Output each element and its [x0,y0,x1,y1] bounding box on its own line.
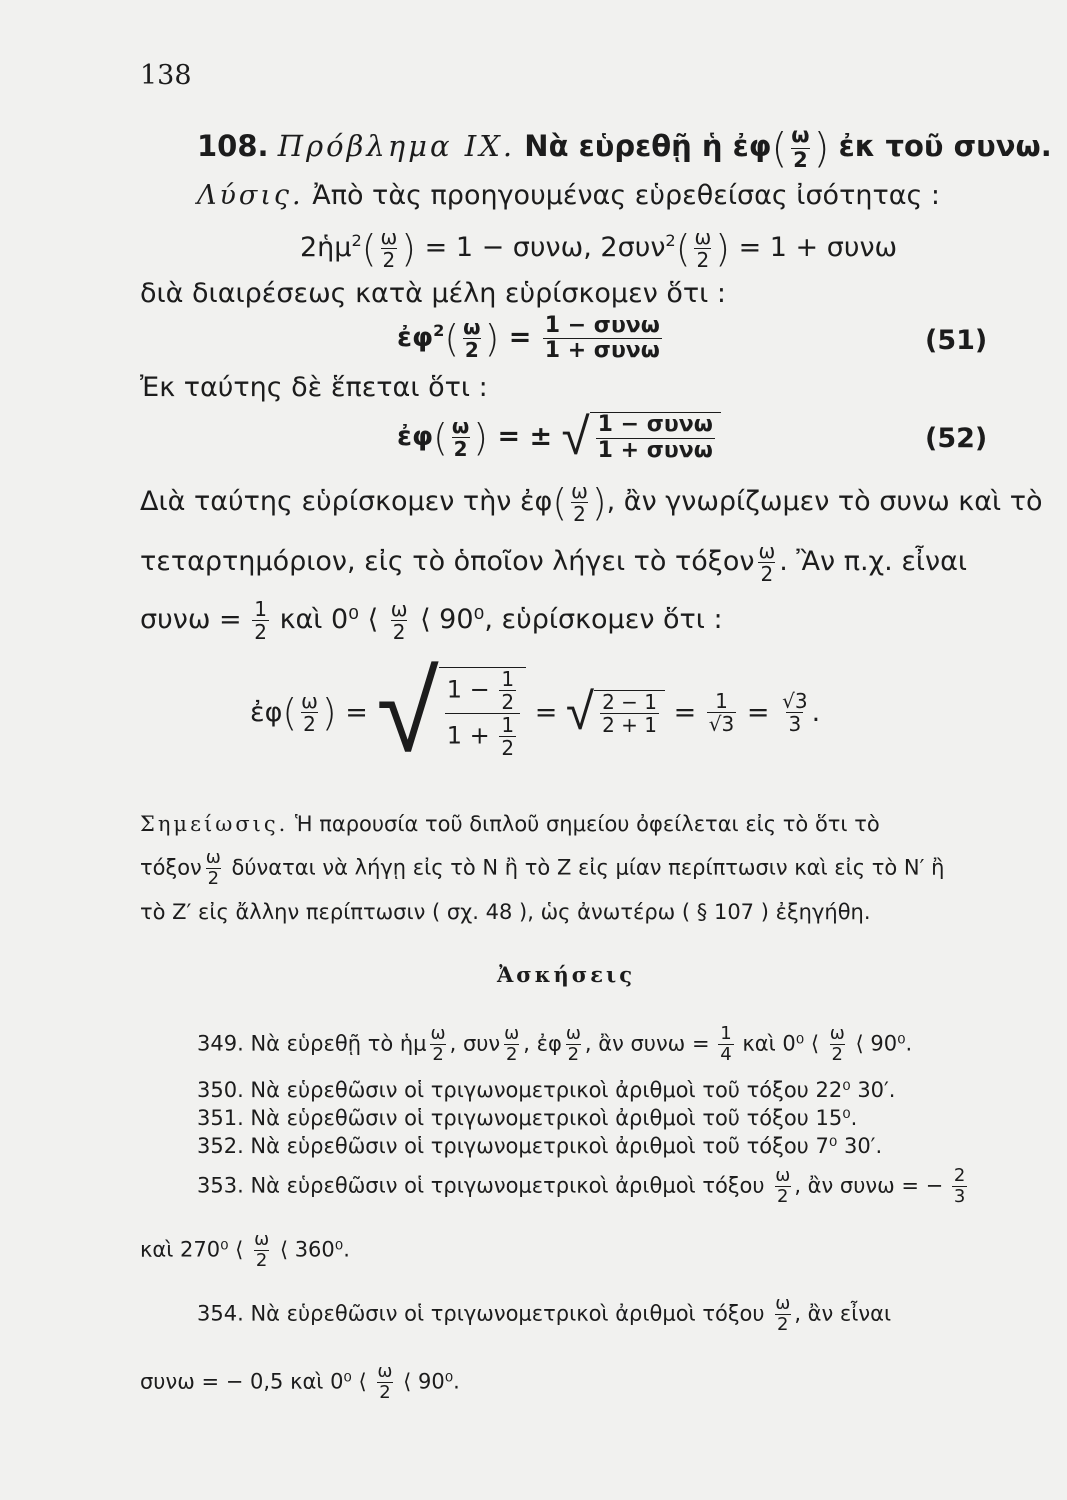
eq1-left: 2ἡμ [300,232,352,263]
problem-label: Πρόβλημα IX. [277,129,516,163]
problem-heading [197,124,1052,172]
note-label: Σημείωσις. [140,812,289,836]
nested-square-root: √ 1 − $\frac{1}{2}$ 1 + $\frac{1}{2}$ [376,656,526,769]
note-line-3: τὸ Ζ′ εἰς ἄλλην περίπτωσιν ( σχ. 48 ), ὡς ἀνωτέρω ( § 107 ) ἐξηγήθη. [140,900,871,924]
problem-number: 108. [197,129,269,163]
exercise-353-cont: καὶ 270⁰ ⟨ $\frac{\omega}{2}$ ⟨ 360⁰. [140,1229,350,1271]
solution-intro-text: Ἀπὸ τὰς προηγουμένας εὑρεθείσας ἰσότητας : [312,180,941,211]
note-line-2: τόξον $\frac{\omega}{2}$ δύναται νὰ λήγῃ εἰς τὸ Ν ἢ τὸ Ζ εἰς μίαν περίπτωσιν καὶ εἰς τὸ Ν′ ἢ [140,847,945,889]
half-angle-identities: 2ἡμ$^2$( $\frac{\omega}{2}$ ) = 1 − συνω, 2συν$^2$( $\frac{\omega}{2}$ ) = 1 + συνω [300,225,898,272]
fraction-omega-half: $\frac{\omega}{2}$ [380,225,398,272]
exercise-354: 354. Νὰ εὑρεθῶσιν οἱ τριγωνομετρικοὶ ἀριθμοὶ τόξου $\frac{\omega}{2}$ , ἂν εἶναι [197,1293,892,1335]
eq1-right: = 1 − συνω, [424,232,592,263]
exercise-352: 352. Νὰ εὑρεθῶσιν οἱ τριγωνομετρικοὶ ἀριθμοὶ τοῦ τόξου 7⁰ 30′. [197,1134,883,1158]
solution-label: Λύσις. [197,180,304,211]
equation-52: ἐφ( $\frac{\omega}{2}$ ) = ± √ $\frac{\text{1 − συνω}}{\text{1 + συνω}}$ [397,412,721,463]
consequence-line: Ἐκ ταύτης δὲ ἕπεται ὅτι : [140,372,488,403]
paren-open: ( [771,124,788,172]
paren-close: ) [813,124,830,172]
problem-title-end: ἐκ τοῦ συνω. [838,129,1052,163]
fraction-omega-half: $\frac{\omega}{2}$ [694,225,712,272]
problem-title-start: Νὰ εὑρεθῇ ἡ ἐφ [524,129,772,163]
note-line-1: Σημείωσις. Ἡ παρουσία τοῦ διπλοῦ σημείου ὀφείλεται εἰς τὸ ὅτι τὸ [140,812,880,836]
equation-51: ἐφ$^2$( $\frac{\omega}{2}$ ) = $\frac{\text{1 − συνω}}{\text{1 + συνω}}$ [397,313,660,364]
exercise-354-cont: συνω = − 0,5 καὶ 0⁰ ⟨ $\frac{\omega}{2}$ ⟨ 90⁰. [140,1361,460,1403]
quadrant-line: τεταρτημόριον, εἰς τὸ ὁποῖον λήγει τὸ τόξον $\frac{\omega}{2}$ . Ἂν π.χ. εἶναι [140,539,968,586]
square-root: √ $\frac{\text{1 − συνω}}{\text{1 + συνω}}$ [562,412,721,463]
eq2-left: 2συν [600,232,666,263]
exercise-353: 353. Νὰ εὑρεθῶσιν οἱ τριγωνομετρικοὶ ἀριθμοὶ τόξου $\frac{\omega}{2}$ , ἂν συνω = − $\frac{2}{3}$ [197,1165,966,1207]
division-line: διὰ διαιρέσεως κατὰ μέλη εὑρίσκομεν ὅτι : [140,278,726,309]
example-line: συνω = $\frac{1}{2}$ καὶ 0⁰ ⟨ $\frac{\omega}{2}$ ⟨ 90⁰, εὑρίσκομεν ὅτι : [140,597,723,644]
exercise-351: 351. Νὰ εὑρεθῶσιν οἱ τριγωνομετρικοὶ ἀριθμοὶ τοῦ τόξου 15⁰. [197,1106,858,1130]
exercises-heading: Ἀσκήσεις [497,962,635,987]
equation-51-tag: (51) [925,325,988,356]
fraction-omega-half: $\frac{\omega}{2}$ [791,123,810,172]
solution-intro [197,180,940,211]
eq2-right: = 1 + συνω [738,232,898,263]
usage-line: Διὰ ταύτης εὑρίσκομεν τὴν ἐφ( $\frac{\omega}{2}$ ), ἂν γνωρίζωμεν τὸ συνω καὶ τὸ [140,479,1043,526]
exercise-349: 349. Νὰ εὑρεθῇ τὸ ἡμ $\frac{\omega}{2}$ , συν $\frac{\omega}{2}$ , ἐφ $\frac{\omega}{2}$ , ἂν συνω = $\frac{1}{4}$ καὶ 0⁰ ⟨ $\frac{\omega}{2}$ ⟨ 90⁰. [197,1023,913,1065]
worked-example: ἐφ( $\frac{\omega}{2}$ ) = √ 1 − $\frac{1}{2}$ 1 + $\frac{1}{2}$ = √ $\frac{2 - 1}{2 + 1}$ = $\frac{1}{√3}$ = $\frac{√3}{3}$ . [250,646,821,778]
equation-52-tag: (52) [925,423,988,454]
exercise-350: 350. Νὰ εὑρεθῶσιν οἱ τριγωνομετρικοὶ ἀριθμοὶ τοῦ τόξου 22⁰ 30′. [197,1078,896,1102]
page-number: 138 [140,60,192,91]
